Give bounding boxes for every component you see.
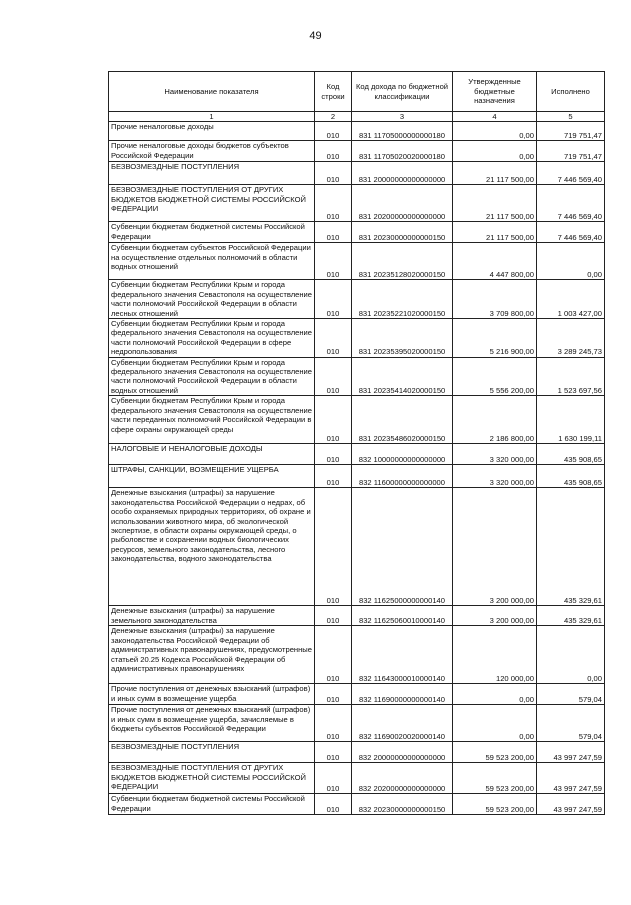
- cell-line-code: 010: [315, 684, 352, 705]
- cell-approved-amount: 0,00: [453, 705, 537, 742]
- column-number: 3: [352, 112, 453, 122]
- cell-executed-amount: 719 751,47: [537, 141, 605, 162]
- header-approved-assignments: Утвержденные бюджетные назначения: [453, 72, 537, 112]
- cell-indicator-name: Денежные взыскания (штрафы) за нарушение законодательства Российской Федерации о недрах, об особо охраняемых природных территориях, об охране и использовании животного мира, об экологической экспертизе, в области охраны окружающей среды, о рыболовстве и сохранении водных биологических ресурсов, земельного законодательства, лесного законодательства, водного законодательства: [109, 488, 315, 606]
- budget-execution-table: [108, 71, 605, 815]
- cell-executed-amount: 43 997 247,59: [537, 742, 605, 763]
- table-row: [109, 222, 605, 243]
- column-number: 2: [315, 112, 352, 122]
- cell-line-code: 010: [315, 763, 352, 794]
- cell-income-code: 831 11705020020000180: [352, 141, 453, 162]
- cell-approved-amount: 59 523 200,00: [453, 763, 537, 794]
- cell-income-code: 831 20235221020000150: [352, 280, 453, 319]
- cell-approved-amount: 21 117 500,00: [453, 162, 537, 185]
- cell-line-code: 010: [315, 444, 352, 465]
- header-line-code: Код строки: [315, 72, 352, 112]
- cell-income-code: 832 11643000010000140: [352, 626, 453, 684]
- cell-approved-amount: 3 200 000,00: [453, 488, 537, 606]
- header-indicator-name: Наименование показателя: [109, 72, 315, 112]
- table-row: [109, 705, 605, 742]
- cell-income-code: 832 11690000000000140: [352, 684, 453, 705]
- cell-executed-amount: 0,00: [537, 626, 605, 684]
- cell-approved-amount: 59 523 200,00: [453, 742, 537, 763]
- cell-indicator-name: Субвенции бюджетам Республики Крым и города федерального значения Севастополя на осуществление части переданных полномочий Российской Федерации в сфере охраны окружающей среды: [109, 396, 315, 444]
- cell-line-code: 010: [315, 465, 352, 488]
- cell-line-code: 010: [315, 162, 352, 185]
- cell-income-code: 832 20230000000000150: [352, 794, 453, 815]
- column-number: 4: [453, 112, 537, 122]
- cell-line-code: 010: [315, 357, 352, 396]
- cell-executed-amount: 435 329,61: [537, 488, 605, 606]
- cell-executed-amount: 1 523 697,56: [537, 357, 605, 396]
- cell-indicator-name: Субвенции бюджетам бюджетной системы Российской Федерации: [109, 794, 315, 815]
- header-income-code: Код дохода по бюджетной классификации: [352, 72, 453, 112]
- table-row: [109, 684, 605, 705]
- cell-approved-amount: 0,00: [453, 684, 537, 705]
- cell-approved-amount: 5 556 200,00: [453, 357, 537, 396]
- cell-income-code: 831 20200000000000000: [352, 185, 453, 222]
- cell-approved-amount: 3 320 000,00: [453, 444, 537, 465]
- cell-executed-amount: 0,00: [537, 243, 605, 280]
- cell-approved-amount: 0,00: [453, 141, 537, 162]
- cell-indicator-name: Субвенции бюджетам субъектов Российской Федерации на осуществление отдельных полномочий в области водных отношений: [109, 243, 315, 280]
- cell-executed-amount: 719 751,47: [537, 122, 605, 141]
- cell-line-code: 010: [315, 794, 352, 815]
- cell-line-code: 010: [315, 280, 352, 319]
- cell-executed-amount: 435 908,65: [537, 465, 605, 488]
- cell-income-code: 831 11705000000000180: [352, 122, 453, 141]
- cell-income-code: 832 11600000000000000: [352, 465, 453, 488]
- cell-line-code: 010: [315, 626, 352, 684]
- table-row: [109, 357, 605, 396]
- cell-approved-amount: 4 447 800,00: [453, 243, 537, 280]
- cell-line-code: 010: [315, 122, 352, 141]
- cell-line-code: 010: [315, 319, 352, 358]
- cell-income-code: 832 20200000000000000: [352, 763, 453, 794]
- cell-indicator-name: Прочие неналоговые доходы бюджетов субъектов Российской Федерации: [109, 141, 315, 162]
- cell-indicator-name: Прочие поступления от денежных взысканий (штрафов) и иных сумм в возмещение ущерба, зачисляемые в бюджеты субъектов Российской Федерации: [109, 705, 315, 742]
- cell-approved-amount: 3 709 800,00: [453, 280, 537, 319]
- cell-approved-amount: 59 523 200,00: [453, 794, 537, 815]
- cell-indicator-name: Субвенции бюджетам бюджетной системы Российской Федерации: [109, 222, 315, 243]
- cell-executed-amount: 579,04: [537, 684, 605, 705]
- table-row: [109, 185, 605, 222]
- cell-executed-amount: 579,04: [537, 705, 605, 742]
- cell-indicator-name: БЕЗВОЗМЕЗДНЫЕ ПОСТУПЛЕНИЯ ОТ ДРУГИХ БЮДЖЕТОВ БЮДЖЕТНОЙ СИСТЕМЫ РОССИЙСКОЙ ФЕДЕРАЦИИ: [109, 763, 315, 794]
- table-row: [109, 141, 605, 162]
- cell-line-code: 010: [315, 396, 352, 444]
- table-row: [109, 280, 605, 319]
- cell-executed-amount: 435 908,65: [537, 444, 605, 465]
- table-row: [109, 319, 605, 358]
- cell-line-code: 010: [315, 488, 352, 606]
- page-number: 49: [309, 30, 322, 42]
- cell-approved-amount: 5 216 900,00: [453, 319, 537, 358]
- cell-executed-amount: 43 997 247,59: [537, 763, 605, 794]
- cell-indicator-name: Денежные взыскания (штрафы) за нарушение законодательства Российской Федерации об административных правонарушениях, предусмотренные статьей 20.25 Кодекса Российской Федерации об административных правонарушениях: [109, 626, 315, 684]
- cell-approved-amount: 21 117 500,00: [453, 222, 537, 243]
- cell-indicator-name: Субвенции бюджетам Республики Крым и города федерального значения Севастополя на осуществление части полномочий Российской Федерации в сфере недропользования: [109, 319, 315, 358]
- table-row: [109, 794, 605, 815]
- cell-income-code: 832 10000000000000000: [352, 444, 453, 465]
- cell-approved-amount: 2 186 800,00: [453, 396, 537, 444]
- cell-executed-amount: 435 329,61: [537, 606, 605, 626]
- table-row: [109, 162, 605, 185]
- cell-indicator-name: БЕЗВОЗМЕЗДНЫЕ ПОСТУПЛЕНИЯ ОТ ДРУГИХ БЮДЖЕТОВ БЮДЖЕТНОЙ СИСТЕМЫ РОССИЙСКОЙ ФЕДЕРАЦИИ: [109, 185, 315, 222]
- cell-approved-amount: 21 117 500,00: [453, 185, 537, 222]
- cell-income-code: 831 20000000000000000: [352, 162, 453, 185]
- cell-income-code: 831 20235486020000150: [352, 396, 453, 444]
- cell-income-code: 831 20230000000000150: [352, 222, 453, 243]
- table-row: [109, 742, 605, 763]
- table-row: [109, 488, 605, 606]
- table-row: [109, 444, 605, 465]
- cell-indicator-name: Субвенции бюджетам Республики Крым и города федерального значения Севастополя на осуществление части полномочий Российской Федерации в области лесных отношений: [109, 280, 315, 319]
- cell-indicator-name: БЕЗВОЗМЕЗДНЫЕ ПОСТУПЛЕНИЯ: [109, 162, 315, 185]
- cell-indicator-name: НАЛОГОВЫЕ И НЕНАЛОГОВЫЕ ДОХОДЫ: [109, 444, 315, 465]
- cell-indicator-name: Денежные взыскания (штрафы) за нарушение земельного законодательства: [109, 606, 315, 626]
- table-row: [109, 122, 605, 141]
- cell-executed-amount: 7 446 569,40: [537, 222, 605, 243]
- cell-line-code: 010: [315, 243, 352, 280]
- cell-line-code: 010: [315, 222, 352, 243]
- cell-income-code: 832 11625060010000140: [352, 606, 453, 626]
- cell-executed-amount: 7 446 569,40: [537, 185, 605, 222]
- cell-indicator-name: ШТРАФЫ, САНКЦИИ, ВОЗМЕЩЕНИЕ УЩЕРБА: [109, 465, 315, 488]
- cell-line-code: 010: [315, 185, 352, 222]
- cell-line-code: 010: [315, 141, 352, 162]
- column-number: 1: [109, 112, 315, 122]
- cell-executed-amount: 7 446 569,40: [537, 162, 605, 185]
- table-row: [109, 396, 605, 444]
- cell-income-code: 831 20235414020000150: [352, 357, 453, 396]
- table-row: [109, 606, 605, 626]
- cell-executed-amount: 1 630 199,11: [537, 396, 605, 444]
- cell-executed-amount: 1 003 427,00: [537, 280, 605, 319]
- cell-approved-amount: 120 000,00: [453, 626, 537, 684]
- cell-line-code: 010: [315, 606, 352, 626]
- table-row: [109, 243, 605, 280]
- cell-approved-amount: 0,00: [453, 122, 537, 141]
- cell-income-code: 832 20000000000000000: [352, 742, 453, 763]
- cell-approved-amount: 3 200 000,00: [453, 606, 537, 626]
- cell-income-code: 832 11625000000000140: [352, 488, 453, 606]
- cell-approved-amount: 3 320 000,00: [453, 465, 537, 488]
- cell-income-code: 831 20235395020000150: [352, 319, 453, 358]
- column-number: 5: [537, 112, 605, 122]
- cell-income-code: 831 20235128020000150: [352, 243, 453, 280]
- cell-executed-amount: 43 997 247,59: [537, 794, 605, 815]
- cell-executed-amount: 3 289 245,73: [537, 319, 605, 358]
- cell-income-code: 832 11690020020000140: [352, 705, 453, 742]
- cell-line-code: 010: [315, 742, 352, 763]
- header-executed: Исполнено: [537, 72, 605, 112]
- cell-indicator-name: Прочие неналоговые доходы: [109, 122, 315, 141]
- cell-indicator-name: БЕЗВОЗМЕЗДНЫЕ ПОСТУПЛЕНИЯ: [109, 742, 315, 763]
- table-row: [109, 626, 605, 684]
- table-row: [109, 465, 605, 488]
- table-row: [109, 763, 605, 794]
- cell-line-code: 010: [315, 705, 352, 742]
- cell-indicator-name: Прочие поступления от денежных взысканий (штрафов) и иных сумм в возмещение ущерба: [109, 684, 315, 705]
- cell-indicator-name: Субвенции бюджетам Республики Крым и города федерального значения Севастополя на осуществление части полномочий Российской Федерации в области водных отношений: [109, 357, 315, 396]
